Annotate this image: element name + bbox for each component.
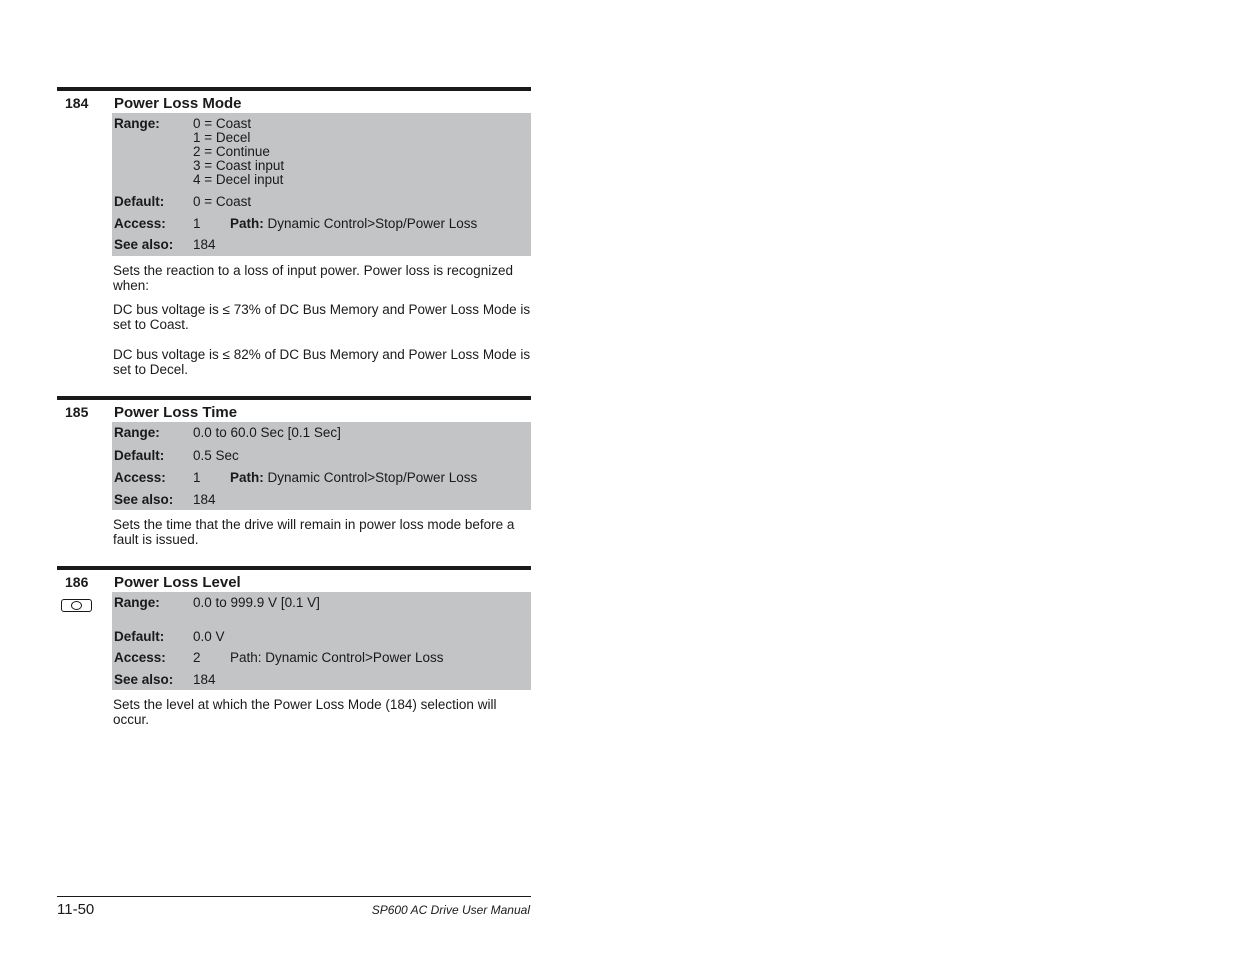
param-description: Sets the level at which the Power Loss Mode (184) selection will occur. (113, 697, 497, 727)
access-label: Access: (114, 650, 166, 665)
path-label: Path: (230, 216, 264, 231)
see-also-label: See also: (114, 237, 174, 252)
see-also-label: See also: (114, 492, 174, 507)
range-options (193, 117, 284, 187)
range-value: 0.0 to 999.9 V [0.1 V] (193, 595, 320, 610)
range-label: Range: (114, 116, 160, 131)
range-option: 4 = Decel input (193, 172, 284, 187)
param-title: Power Loss Level (114, 574, 241, 591)
footer-rule (57, 896, 531, 897)
see-also-value: 184 (193, 672, 216, 687)
param-title: Power Loss Mode (114, 95, 242, 112)
path-text: Dynamic Control>Stop/Power Loss (267, 216, 478, 231)
see-also-value: 184 (193, 492, 216, 507)
see-also-label: See also: (114, 672, 174, 687)
path-text: Dynamic Control>Stop/Power Loss (267, 470, 478, 485)
page-number: 11-50 (57, 901, 95, 918)
access-label: Access: (114, 470, 166, 485)
access-label: Access: (114, 216, 166, 231)
param-description: Sets the time that the drive will remain in power loss mode before a fault is issued. (113, 517, 515, 547)
access-value: 2 (193, 650, 201, 665)
param-number: 184 (65, 95, 89, 111)
param-attributes-box (112, 113, 531, 256)
param-title: Power Loss Time (114, 404, 238, 421)
access-value: 1 (193, 470, 201, 485)
see-also-value: 184 (193, 237, 216, 252)
param-description: DC bus voltage is ≤ 82% of DC Bus Memory and Power Loss Mode is set to Decel. (113, 347, 531, 377)
range-label: Range: (114, 425, 160, 440)
range-option: 3 = Coast input (193, 158, 285, 173)
default-label: Default: (114, 194, 165, 209)
range-value: 0.0 to 60.0 Sec [0.1 Sec] (193, 425, 341, 440)
range-option: 0 = Coast (193, 116, 252, 131)
range-option: 1 = Decel (193, 130, 251, 145)
path-value (230, 471, 477, 485)
default-label: Default: (114, 629, 165, 644)
default-value: 0 = Coast (193, 194, 252, 209)
param-184 (57, 87, 531, 377)
param-header (57, 400, 531, 422)
default-value: 0.0 V (193, 629, 225, 644)
param-header (57, 570, 531, 592)
path-value: Path: Dynamic Control>Power Loss (230, 650, 444, 665)
param-attributes-box (112, 592, 531, 690)
default-label: Default: (114, 448, 165, 463)
access-value: 1 (193, 216, 201, 231)
stop-key-icon (61, 599, 92, 612)
param-attributes-box (112, 422, 531, 510)
param-description: DC bus voltage is ≤ 73% of DC Bus Memory and Power Loss Mode is set to Coast. (113, 302, 531, 332)
path-label: Path: (230, 470, 264, 485)
manual-title: SP600 AC Drive User Manual (371, 903, 530, 917)
param-number: 186 (65, 574, 89, 590)
range-option: 2 = Continue (193, 144, 270, 159)
param-number: 185 (65, 404, 89, 420)
param-186 (57, 566, 531, 727)
param-header (57, 91, 531, 113)
path-value (230, 217, 477, 231)
param-description: Sets the reaction to a loss of input power. Power loss is recognized when: (113, 263, 513, 293)
default-value: 0.5 Sec (193, 448, 239, 463)
range-label: Range: (114, 595, 160, 610)
param-185 (57, 396, 531, 547)
